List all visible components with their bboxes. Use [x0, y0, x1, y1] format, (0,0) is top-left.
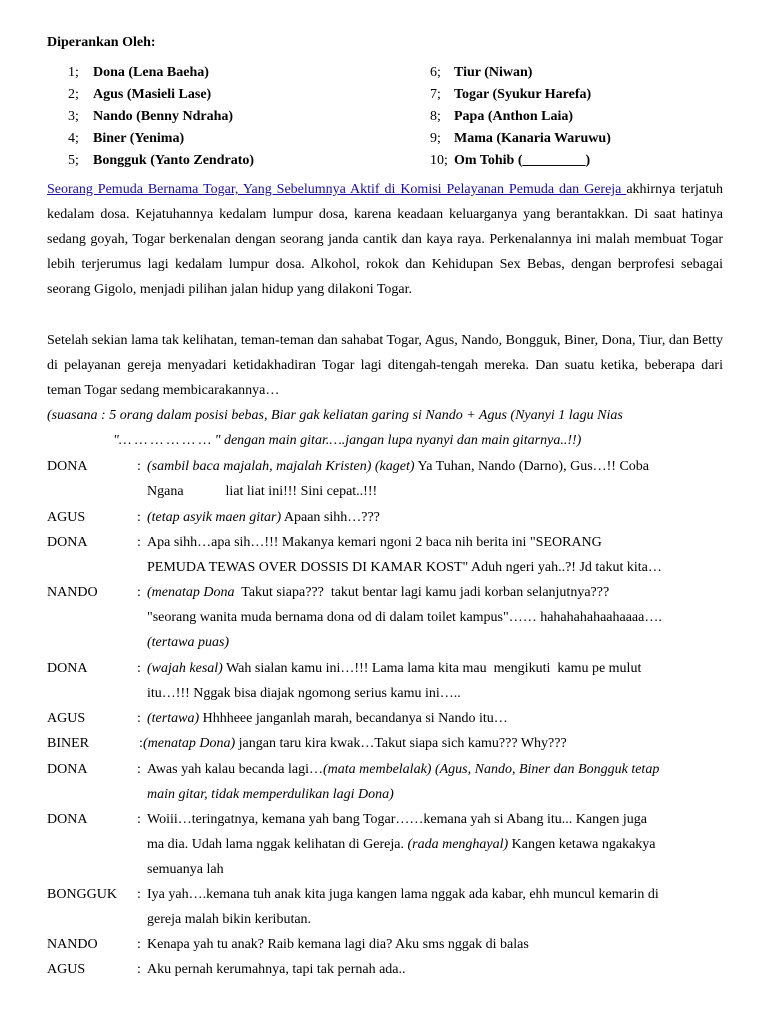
speaker-colon: :: [137, 459, 141, 474]
speaker-colon: :: [137, 962, 141, 977]
dialogue-text: jangan taru kira kwak…Takut siapa sich kamu??? Why???: [235, 736, 567, 751]
intro-link[interactable]: Seorang Pemuda Bernama Togar, Yang Sebelumnya Aktif di Komisi Pelayanan Pemuda dan Gereja: [47, 182, 627, 197]
speaker-name: NANDO: [47, 585, 98, 600]
dialogue-text: Awas yah kalau becanda lagi…: [147, 762, 323, 777]
dialogue-line: Aku pernah kerumahnya, tapi tak pernah ada..: [147, 962, 406, 977]
speaker-colon: :: [137, 937, 141, 952]
cast-name: Papa (Anthon Laia): [454, 109, 574, 124]
stage-note: (rada menghayal): [403, 837, 509, 852]
cast-number: 3;: [68, 109, 79, 124]
speaker-name: AGUS: [47, 711, 86, 726]
cast-number: 9;: [430, 131, 441, 146]
cast-item: [430, 84, 611, 106]
cast-item: [68, 62, 254, 84]
dialogue-line: Apa sihh…apa sih…!!! Makanya kemari ngoni 2 baca nih berita ini "SEORANG: [147, 535, 602, 550]
dialogue-line: Iya yah….kemana tuh anak kita juga kangen lama nggak ada kabar, ehh muncul kemarin di: [147, 887, 659, 902]
cast-name: Togar (Syukur Harefa): [454, 87, 592, 102]
cast-name: Om Tohib (_________): [454, 153, 591, 168]
cast-item: [430, 62, 611, 84]
cast-number: 4;: [68, 131, 79, 146]
dialogue-text: Ya Tuhan, Nando (Darno), Gus…!! Coba: [414, 459, 650, 474]
cast-item: [430, 150, 611, 172]
speaker-colon: :: [137, 812, 141, 827]
cast-item: [68, 84, 254, 106]
stage-direction: [47, 403, 723, 453]
dialogue-line: gereja malah bikin keributan.: [147, 912, 312, 927]
cast-number: 8;: [430, 109, 441, 124]
stage-note: (tetap asyik maen gitar): [147, 510, 282, 525]
dialogue-line: [147, 454, 727, 479]
cast-item: [68, 150, 254, 172]
stage-note: (menatap Dona): [143, 736, 236, 751]
dialogue-line: [147, 757, 727, 782]
cast-number: 6;: [430, 65, 441, 80]
stage-note: (sambil baca majalah, majalah Kristen) (kaget): [147, 459, 415, 474]
speaker-colon: :: [137, 510, 141, 525]
dialogue-line: [147, 505, 727, 530]
dialogue-line: "seorang wanita muda bernama dona od di dalam toilet kampus"…… hahahahahaahaaaa….: [147, 610, 662, 625]
dialogue-text: Hhhheee janganlah marah, becandanya si Nando itu…: [199, 711, 508, 726]
stage-note: (menatap Dona: [147, 585, 235, 600]
dialogue-line: Ngana liat liat ini!!! Sini cepat..!!!: [147, 484, 378, 499]
speaker-name: DONA: [47, 459, 88, 474]
speaker-name: DONA: [47, 762, 88, 777]
cast-name: Bongguk (Yanto Zendrato): [93, 153, 255, 168]
stage-direction-line: (suasana : 5 orang dalam posisi bebas, Biar gak keliatan garing si Nando + Agus (Nyanyi 1 lagu Nias: [47, 408, 623, 423]
speaker-name: DONA: [47, 535, 88, 550]
dialogue-text: Wah sialan kamu ini…!!! Lama lama kita mau mengikuti kamu pe mulut: [222, 661, 642, 676]
cast-name: Mama (Kanaria Waruwu): [454, 131, 611, 146]
dialogue-line: Kenapa yah tu anak? Raib kemana lagi dia? Aku sms nggak di balas: [147, 937, 529, 952]
cast-name: Tiur (Niwan): [454, 65, 533, 80]
cast-number: 5;: [68, 153, 79, 168]
dialogue-text: Takut siapa??? takut bentar lagi kamu jadi korban selanjutnya???: [234, 585, 610, 600]
dialogue-line: [143, 731, 723, 756]
stage-note: main gitar, tidak memperdulikan lagi Dona): [147, 787, 394, 802]
cast-item: [430, 106, 611, 128]
speaker-colon: :: [137, 762, 141, 777]
cast-name: Dona (Lena Baeha): [93, 65, 209, 80]
dialogue-line: PEMUDA TEWAS OVER DOSSIS DI KAMAR KOST" Aduh ngeri yah..?! Jd takut kita…: [147, 560, 662, 575]
cast-heading: Diperankan Oleh:: [47, 35, 156, 50]
cast-item: [430, 128, 611, 150]
cast-number: 7;: [430, 87, 441, 102]
speaker-colon: :: [139, 736, 143, 751]
cast-name: Agus (Masieli Lase): [93, 87, 212, 102]
dialogue-text: ma dia. Udah lama nggak kelihatan di Gereja.: [147, 837, 404, 852]
dialogue-line: semuanya lah: [147, 862, 224, 877]
cast-item: [68, 106, 254, 128]
stage-note: (wajah kesal): [147, 661, 223, 676]
stage-note: (mata membelalak) (Agus, Nando, Biner dan Bongguk tetap: [322, 762, 660, 777]
speaker-name: BINER: [47, 736, 89, 751]
speaker-colon: :: [137, 535, 141, 550]
dialogue-line: [147, 656, 727, 681]
cast-number: 1;: [68, 65, 79, 80]
speaker-name: AGUS: [47, 962, 86, 977]
story-paragraph: Setelah sekian lama tak kelihatan, teman-teman dan sahabat Togar, Agus, Nando, Bongguk, Biner, Dona, Tiur, dan Betty di pelayanan gereja menyadari ketidakhadiran Togar lagi ditengah-tengah mereka. Dan suatu ketika, beberapa dari teman Togar sedang membicarakannya…: [47, 333, 723, 398]
cast-list-left: [68, 62, 254, 172]
cast-name: Biner (Yenima): [93, 131, 185, 146]
speaker-name: BONGGUK: [47, 887, 117, 902]
speaker-name: NANDO: [47, 937, 98, 952]
stage-note: (tertawa puas): [147, 635, 230, 650]
dialogue-text: Apaan sihh…???: [281, 510, 380, 525]
cast-number: 2;: [68, 87, 79, 102]
speaker-colon: :: [137, 585, 141, 600]
intro-text: akhirnya terjatuh kedalam dosa. Kejatuhannya kedalam lumpur dosa, karena keadaan keluarganya yang berantakkan. Di saat hatinya sedang goyah, Togar berkenalan dengan seorang janda cantik dan kaya raya. Perkenalannya ini malah membuat Togar lebih terjerumus lagi kedalam lumpur dosa. Alkohol, rokok dan Kehidupan Sex Bebas, dengan berprofesi sebagai seorang Gigolo, menjadi pilihan jalan hidup yang dilakoni Togar.: [47, 182, 723, 297]
dialogue-line: [147, 580, 727, 605]
cast-number: 10;: [430, 153, 448, 168]
stage-direction-line: "… … … … … … " dengan main gitar.….jangan lupa nyanyi dan main gitarnya..!!): [113, 433, 582, 448]
intro-paragraph: [47, 177, 723, 302]
speaker-colon: :: [137, 887, 141, 902]
cast-list-right: [430, 62, 611, 172]
dialogue-text: Kangen ketawa ngakakya: [508, 837, 656, 852]
cast-item: [68, 128, 254, 150]
cast-name: Nando (Benny Ndraha): [93, 109, 234, 124]
speaker-name: DONA: [47, 812, 88, 827]
dialogue-line: itu…!!! Nggak bisa diajak ngomong serius kamu ini…..: [147, 686, 461, 701]
speaker-name: DONA: [47, 661, 88, 676]
dialogue-line: Woiii…teringatnya, kemana yah bang Togar……kemana yah si Abang itu... Kangen juga: [147, 812, 647, 827]
speaker-colon: :: [137, 661, 141, 676]
speaker-colon: :: [137, 711, 141, 726]
dialogue-line: [147, 706, 727, 731]
dialogue-line: [147, 832, 727, 857]
speaker-name: AGUS: [47, 510, 86, 525]
stage-note: (tertawa): [147, 711, 200, 726]
